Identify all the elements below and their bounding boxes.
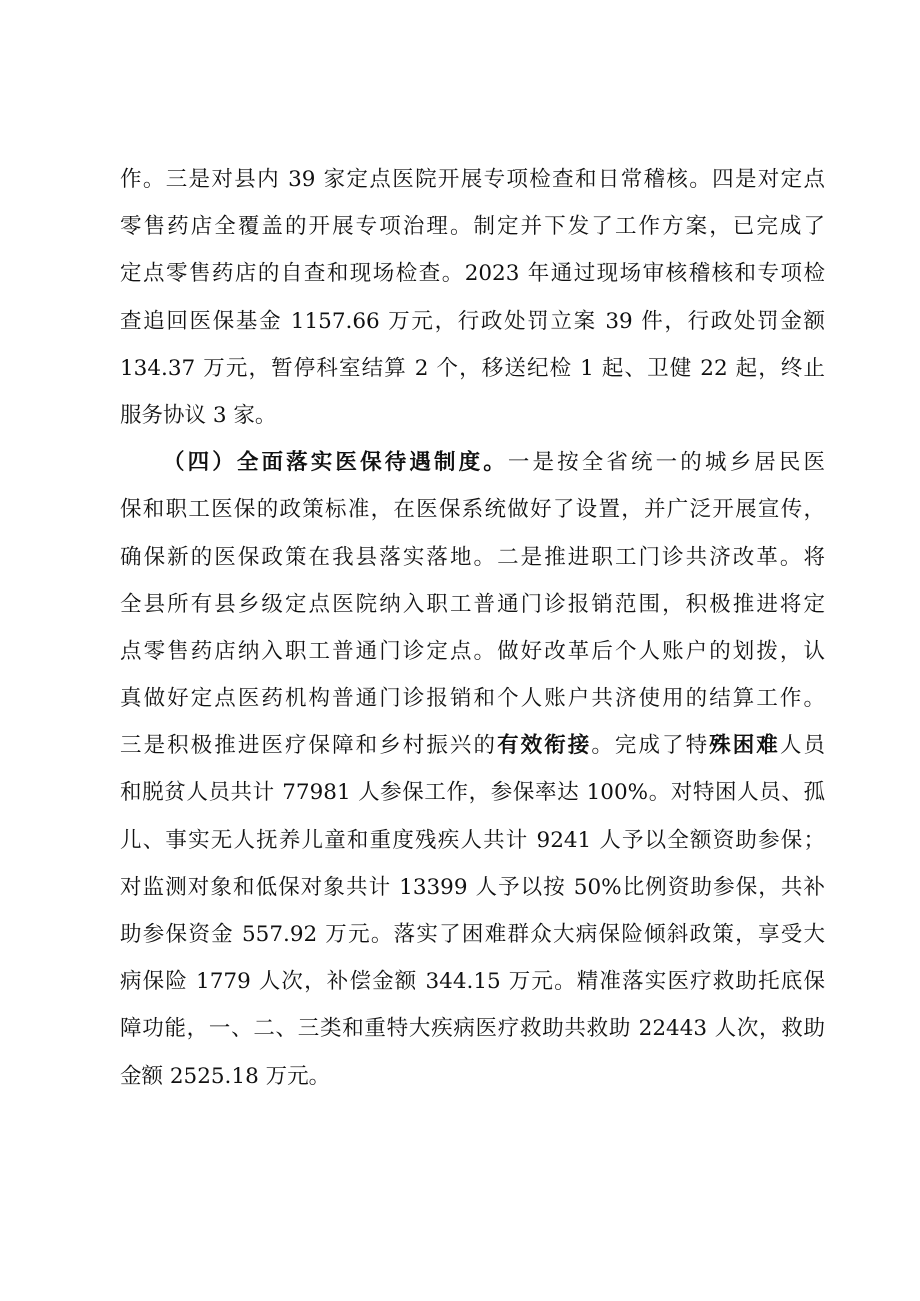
text-run: 一是按全省统一的城乡居民医 [507,450,825,476]
text-line: 134.37 万元，暂停科室结算 2 个，移送纪检 1 起、卫健 22 起，终止 [120,355,825,381]
text-line: 金额 2525.18 万元。 [120,1063,331,1089]
text-line: 零售药店全覆盖的开展专项治理。制定并下发了工作方案，已完成了 [120,214,825,240]
text-line: 查追回医保基金 1157.66 万元，行政处罚立案 39 件，行政处罚金额 [120,308,825,334]
text-line: 助参保资金 557.92 万元。落实了困难群众大病保险倾斜政策，享受大 [120,922,825,947]
text-line: 真做好定点医药机构普通门诊报销和个人账户共济使用的结算工作。 [120,686,825,712]
paragraph-audit-results [120,156,825,439]
document-body [120,156,825,1100]
text-line: 点零售药店纳入职工普通门诊定点。做好改革后个人账户的划拨，认 [120,638,825,664]
text-line-mixed [120,722,825,769]
text-run: 。完成了特 [591,733,710,759]
section-heading: （四）全面落实医保待遇制度。 [163,450,508,476]
text-line: 障功能，一、二、三类和重特大疾病医疗救助共救助 22443 人次，救助 [120,1016,825,1042]
text-line: 儿、事实无人抚养儿童和重度残疾人共计 9241 人予以全额资助参保； [120,827,825,853]
text-line: 病保险 1779 人次，补偿金额 344.15 万元。精准落实医疗救助托底保 [120,969,825,995]
text-line: 全县所有县乡级定点医院纳入职工普通门诊报销范围，积极推进将定 [120,591,825,617]
paragraph-medical-insurance-benefits [120,439,825,1100]
bold-run: 殊困难 [709,733,780,759]
text-line: 保和职工医保的政策标准，在医保系统做好了设置，并广泛开展宣传， [120,497,825,523]
text-line: 确保新的医保政策在我县落实落地。二是推进职工门诊共济改革。将 [120,544,825,570]
text-line: 作。三是对县内 39 家定点医院开展专项检查和日常稽核。四是对定点 [120,167,825,192]
text-line: 服务协议 3 家。 [120,402,277,428]
text-run: 三是积极推进医疗保障和乡村振兴的 [120,733,498,759]
bold-run: 有效衔接 [497,733,592,759]
text-run: 人员 [779,733,825,759]
text-line: 和脱贫人员共计 77981 人参保工作，参保率达 100%。对特困人员、孤 [120,780,825,806]
text-line-with-heading [120,439,825,486]
text-line: 对监测对象和低保对象共计 13399 人予以按 50%比例资助参保，共补 [120,874,825,900]
text-line: 定点零售药店的自查和现场检查。2023 年通过现场审核稽核和专项检 [120,261,825,287]
